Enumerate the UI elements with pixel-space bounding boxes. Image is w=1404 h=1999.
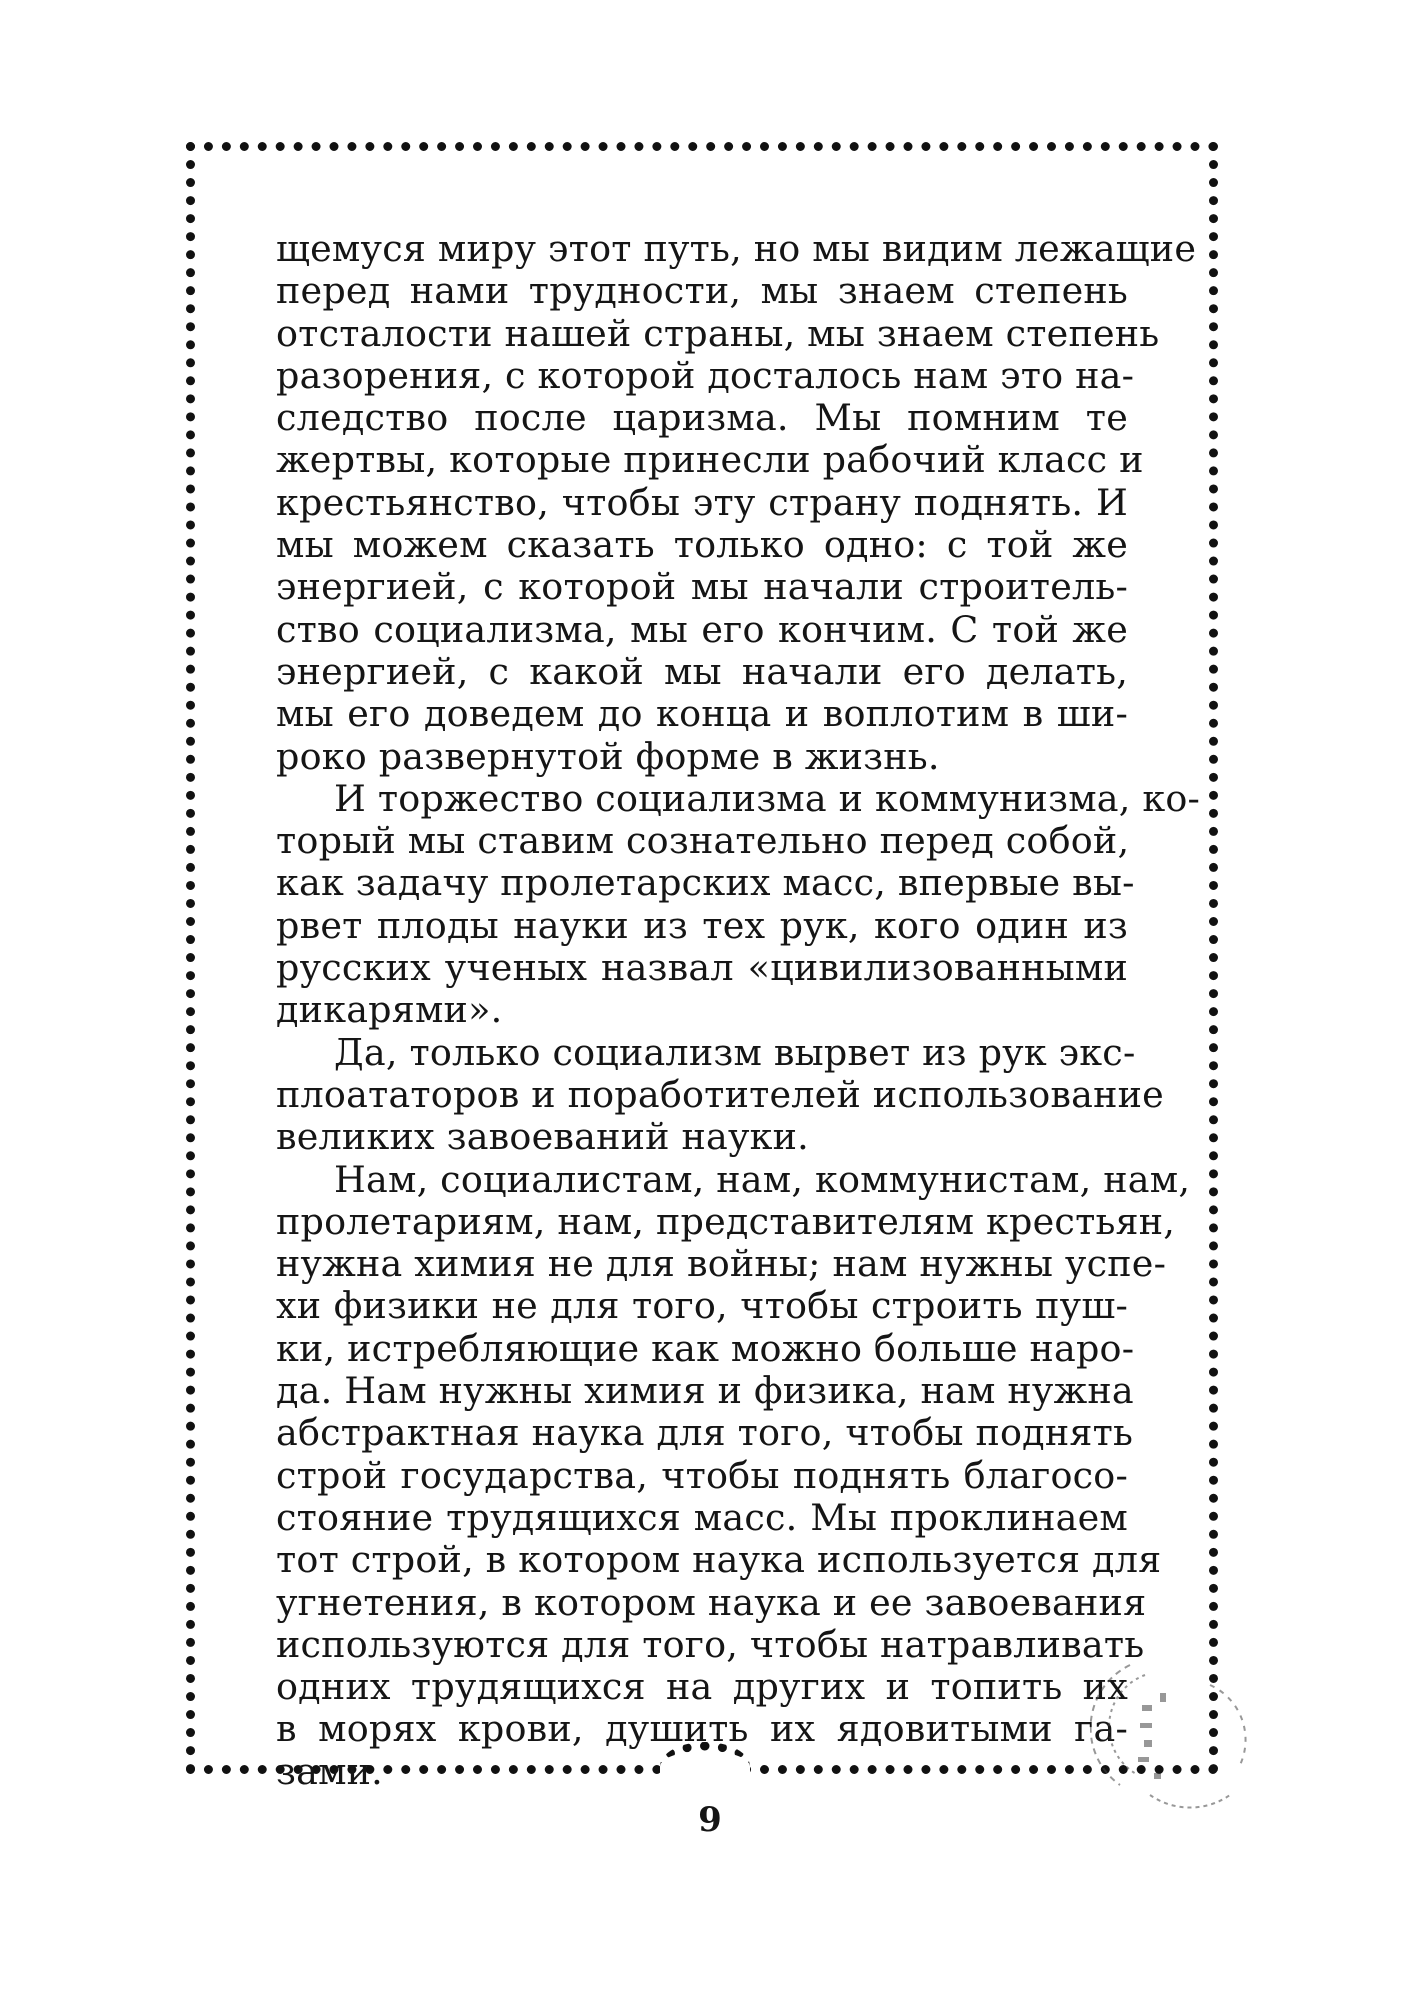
text-line: щемуся миру этот путь, но мы видим лежащие xyxy=(276,227,1197,270)
text-line: плоататоров и поработителей использование xyxy=(276,1072,1164,1116)
text-line: нужна химия не для войны; нам нужны успе- xyxy=(276,1242,1167,1286)
text-line: абстрактная наука для того, чтобы поднять xyxy=(276,1411,1134,1455)
text-line: торый мы ставим сознательно перед собой, xyxy=(276,819,1130,863)
text-line: в морях крови, душить их ядовитыми га- xyxy=(276,1707,1128,1751)
text-line: ки, истребляющие как можно больше наро- xyxy=(276,1326,1135,1370)
text-line: Да, только социализм вырвет из рук экс- xyxy=(334,1030,1136,1074)
text-line: И торжество социализма и коммунизма, ко- xyxy=(334,776,1201,820)
text-line: угнетения, в котором наука и ее завоевания xyxy=(276,1580,1147,1624)
text-line: используются для того, чтобы натравливать xyxy=(276,1622,1145,1666)
text-line: тот строй, в котором наука используется для xyxy=(276,1538,1162,1582)
text-line: отсталости нашей страны, мы знаем степень xyxy=(276,311,1160,355)
text-line: следство после царизма. Мы помним те xyxy=(276,396,1128,440)
paragraph-2 xyxy=(276,776,1201,1032)
paragraph-1 xyxy=(276,227,1197,778)
text-line: одних трудящихся на других и топить их xyxy=(276,1665,1128,1709)
text-line: жертвы, которые принесли рабочий класс и xyxy=(276,438,1144,482)
body-text xyxy=(276,227,1201,1793)
text-line: крестьянство, чтобы эту страну поднять. И xyxy=(276,480,1128,524)
text-line: пролетариям, нам, представителям крестьян, xyxy=(276,1199,1176,1243)
text-line: великих завоеваний науки. xyxy=(276,1115,809,1159)
text-line: мы его доведем до конца и воплотим в ши- xyxy=(276,692,1128,736)
text-line: зами. xyxy=(276,1749,383,1793)
text-line: хи физики не для того, чтобы строить пуш- xyxy=(276,1284,1128,1328)
text-line: Нам, социалистам, нам, коммунистам, нам, xyxy=(334,1157,1191,1201)
text-line: дикарями». xyxy=(276,988,503,1032)
text-line: ство социализма, мы его кончим. С той же xyxy=(276,607,1128,651)
text-line: мы можем сказать только одно: с той же xyxy=(276,523,1128,567)
text-line: энергией, с какой мы начали его делать, xyxy=(276,649,1128,693)
text-line: перед нами трудности, мы знаем степень xyxy=(276,269,1128,313)
text-line: как задачу пролетарских масс, впервые вы- xyxy=(276,861,1135,905)
page-number: 9 xyxy=(698,1800,722,1840)
text-line: рвет плоды науки из тех рук, кого один из xyxy=(276,903,1128,947)
text-line: да. Нам нужны химия и физика, нам нужна xyxy=(276,1369,1134,1413)
text-line: стояние трудящихся масс. Мы проклинаем xyxy=(276,1495,1128,1539)
text-line: энергией, с которой мы начали строитель- xyxy=(276,565,1128,609)
paragraph-4 xyxy=(276,1157,1191,1793)
text-line: разорения, с которой досталось нам это на- xyxy=(276,353,1135,397)
text-line: строй государства, чтобы поднять благосо- xyxy=(276,1453,1128,1497)
library-stamp xyxy=(1090,1645,1260,1815)
text-line: роко развернутой форме в жизнь. xyxy=(276,734,940,778)
paragraph-3 xyxy=(276,1030,1164,1159)
text-line: русских ученых назвал «цивилизованными xyxy=(276,946,1128,990)
